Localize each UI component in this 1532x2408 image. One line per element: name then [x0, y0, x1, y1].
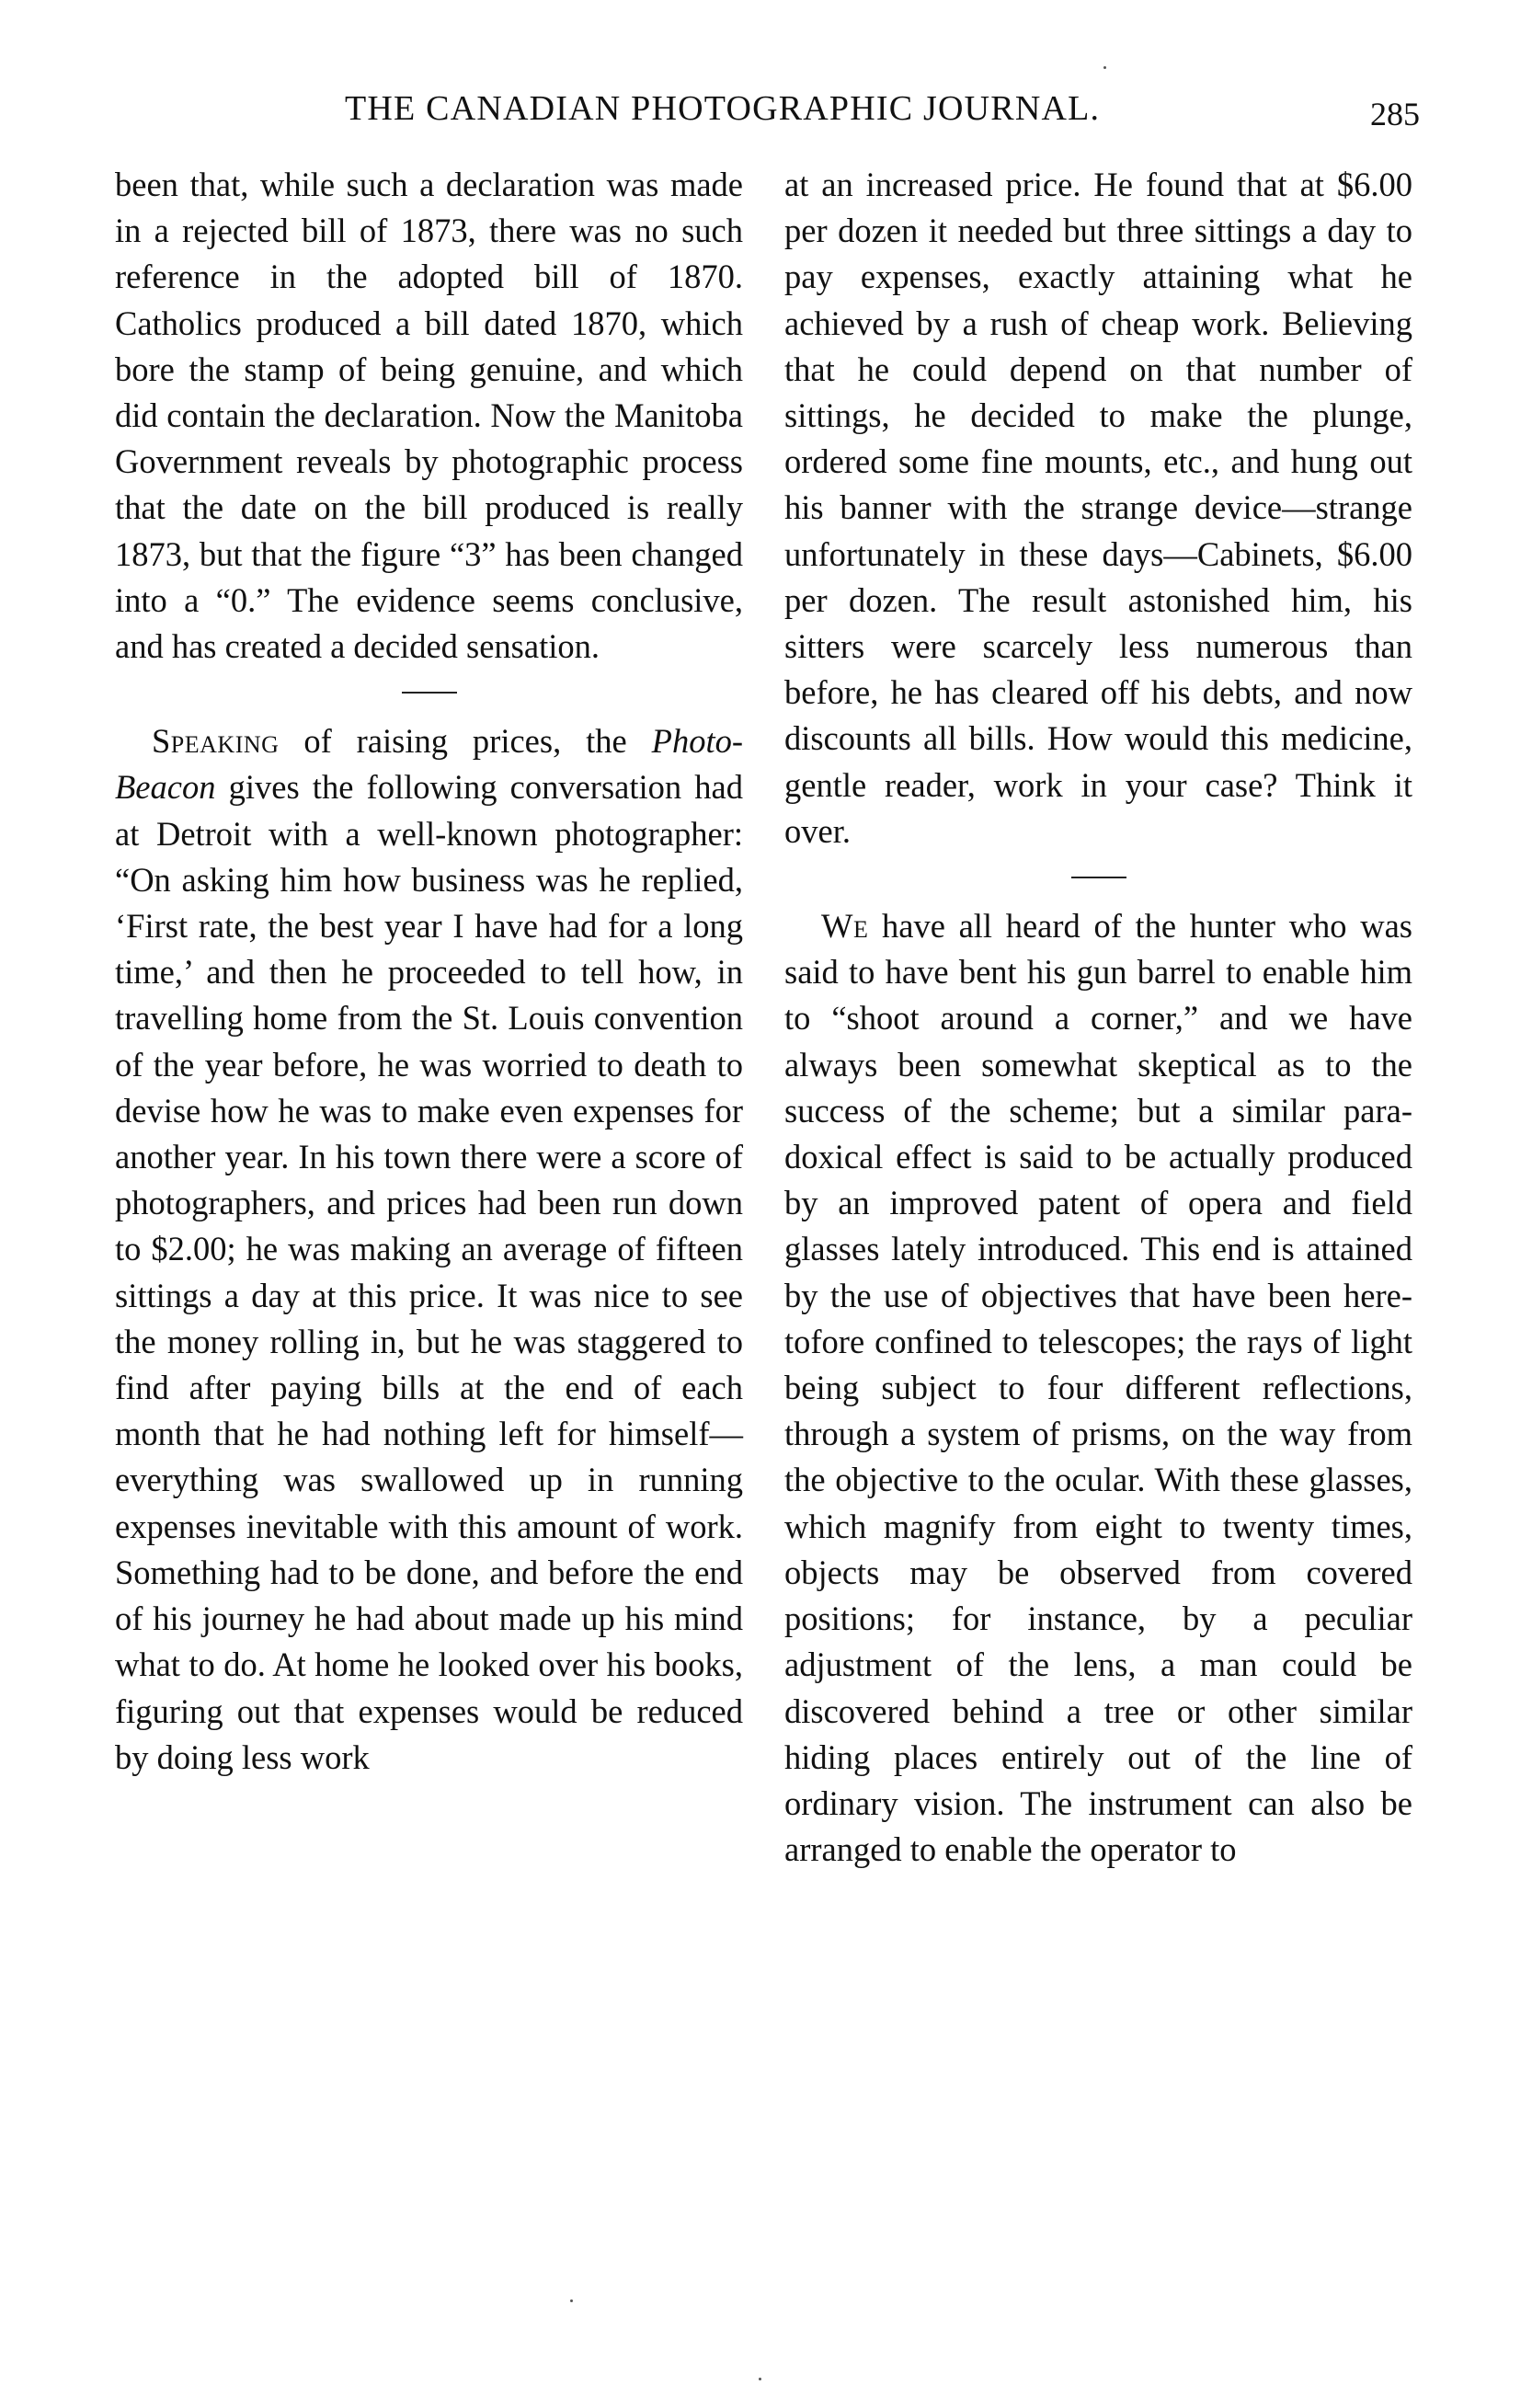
manitoba-bill-paragraph: been that, while such a declaration was made in a rejected bill of 1873, there was no such reference in the adopted bill of 1870. Catholics produced a bill dated 1870, which bore the stamp of being genuine, and which did contain the declaration. Now the Manitoba Government reveals by photographic process that the date on the bill produced is really 1873, but that the figure “3” has been changed into a “0.” The evidence seems conclusive, and has created a decided sensation. — [115, 166, 743, 666]
section-divider — [402, 692, 457, 694]
section-divider — [1071, 877, 1126, 878]
running-head — [0, 81, 1532, 136]
paragraph-lead-word: Speaking — [152, 722, 280, 761]
price-result-paragraph: at an increased price. He found that at $6.00 per dozen it needed but three sittings a day to pay expenses, exactly attaining what he achieved by a rush of cheap work. Believing that he could depend on that number of sittings, he decided to make the plunge, ordered some fine mounts, etc., and hung out his banner with the strange device—strange unfortunately in these days—Cabinets, $6.00 per dozen. The result astonished him, his sitters were scarcely less numerous than before, he has cleared off his debts, and now discounts all bills. How would this medicine, gentle reader, work in your case? Think it over. — [784, 166, 1412, 850]
paragraph-lead-word: We — [821, 907, 869, 946]
source-title: Photo-Beacon — [115, 722, 743, 807]
paragraph-text: gives the following conversation had at Detroit with a well-known photographer: “On asking him how business was he replied, ‘First rate, the best year I have had for a long time,’ and then he proceeded to tell how, in travelling home from the St. Louis convention of the year before, he was worried to death to devise how he was to make even expenses for another year. In his town there were a score of photographers, and prices had been run down to $2.00; he was making an average of fifteen sittings a day at this price. It was nice to see the money rolling in, but he was staggered to find after paying bills at the end of each month that he had nothing left for himself—everything was swallowed up in running expenses inevitable with this amount of work. Something had to be done, and before the end of his journey he had about made up his mind what to do. At home he looked over his books, figuring out that expenses would be reduced by doing less work — [115, 768, 743, 1776]
paragraph-text: of raising prices, the — [279, 722, 652, 761]
right-column — [784, 162, 1412, 1873]
paper-speck — [759, 2378, 761, 2380]
opera-glasses-paragraph — [784, 903, 1412, 1873]
paragraph-text: have all heard of the hunter who was said to have bent his gun barrel to enable him to “shoot around a corner,” and we have always been somewhat skeptical as to the success of the scheme; but a similar paradoxical effect is said to be actually produced by an improved patent of opera and field glasses lately introduced. This end is attained by the use of objectives that have been heretofore confined to telescopes; the rays of light being subject to four different reflections, through a system of prisms, on the way from the objective to the ocular. With these glasses, which magnify from eight to twenty times, objects may be observed from covered positions; for instance, by a peculiar adjustment of the lens, a man could be discovered behind a tree or other similar hiding places entirely out of the line of ordinary vision. The instrument can also be arranged to enable the operator to — [784, 907, 1412, 1869]
raising-prices-paragraph — [115, 718, 743, 1781]
journal-title: THE CANADIAN PHOTOGRAPHIC JOURNAL. — [345, 89, 1101, 128]
left-column — [115, 162, 743, 1781]
paper-speck — [1103, 66, 1106, 69]
paper-speck — [570, 2299, 573, 2302]
page-number: 285 — [1370, 96, 1420, 132]
